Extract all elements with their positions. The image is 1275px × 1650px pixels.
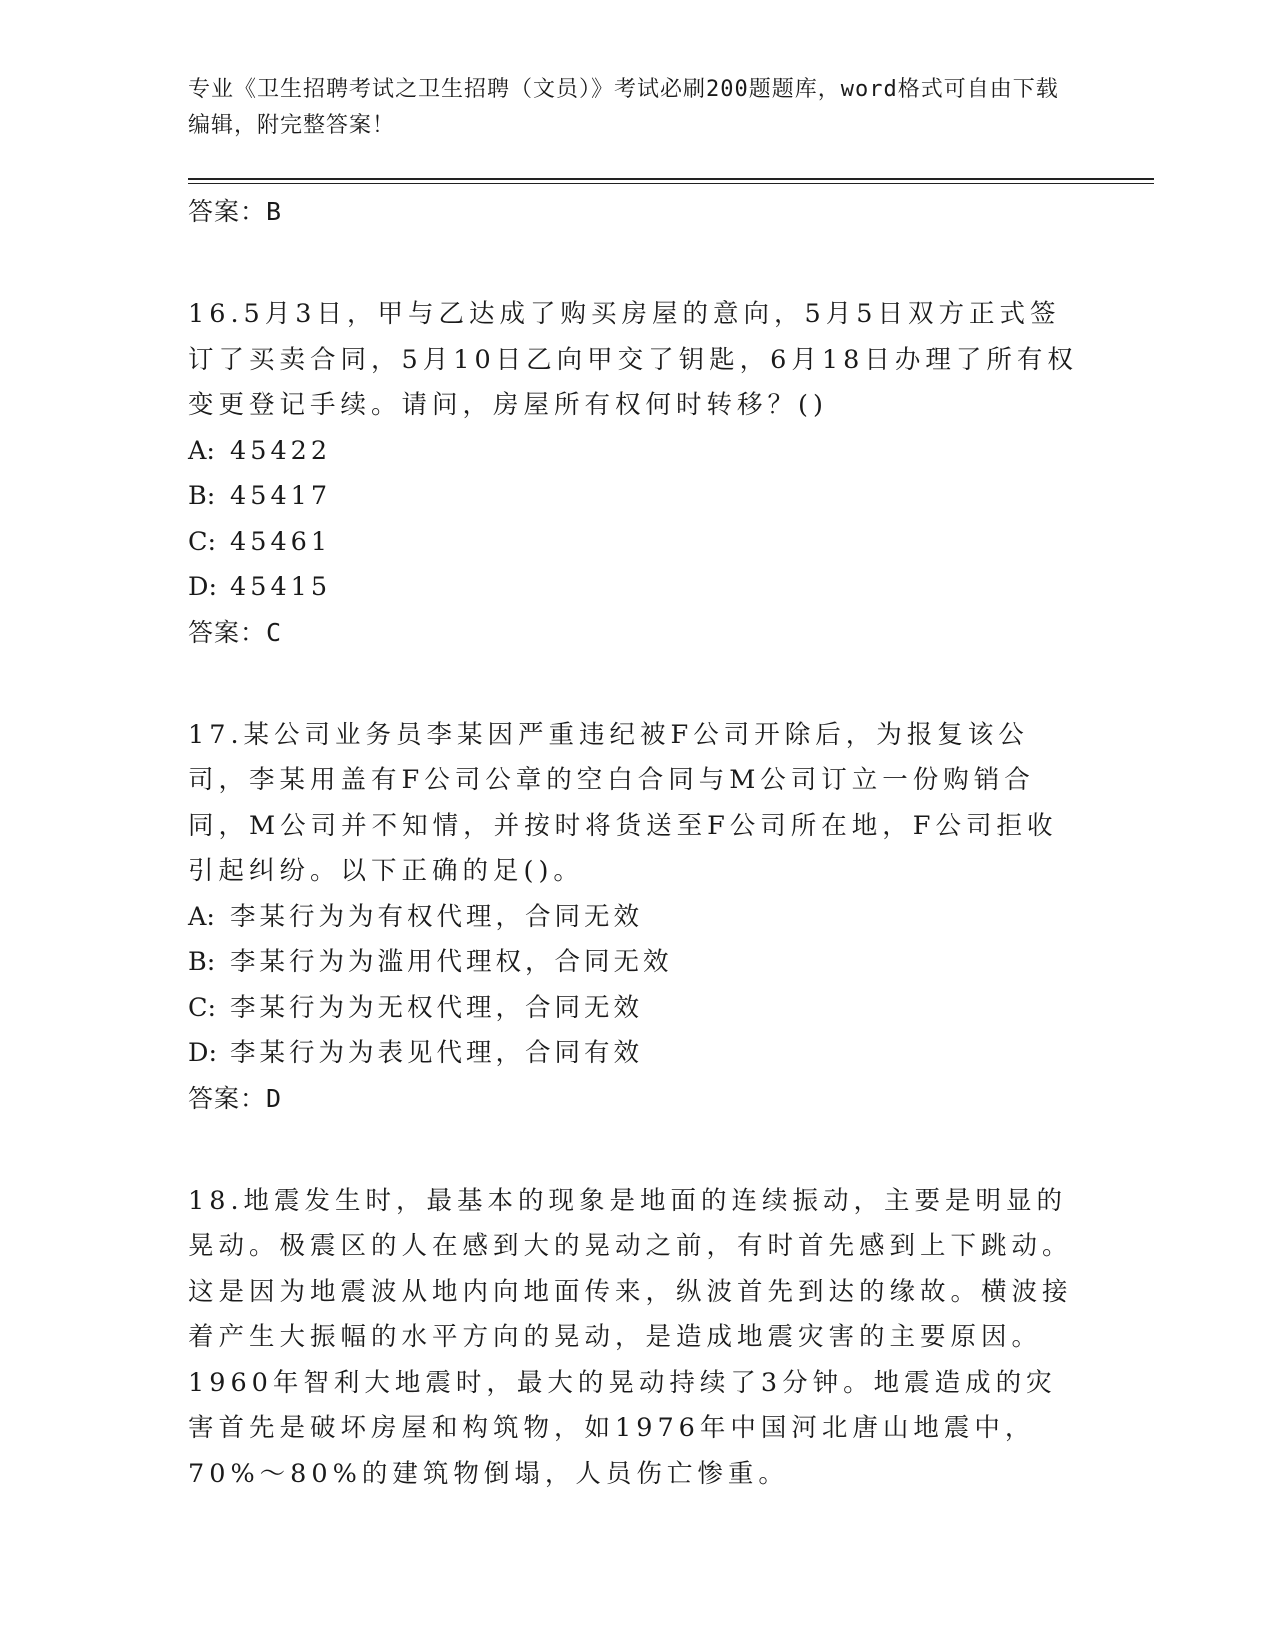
option-text: 45415 bbox=[230, 572, 332, 602]
option-c bbox=[188, 520, 1078, 566]
question-text: 18.地震发生时，最基本的现象是地面的连续振动，主要是明显的晃动。极震区的人在感到大的晃动之前，有时首先感到上下跳动。这是因为地震波从地内向地面传来，纵波首先到达的缘故。横波接着产生大振幅的水平方向的晃动，是造成地震灾害的主要原因。1960年智利大地震时，最大的晃动持续了3分钟。地震造成的灾害首先是破坏房屋和构筑物，如1976年中国河北唐山地震中，70%～80%的建筑物倒塌，人员伤亡惨重。 bbox=[188, 1185, 1073, 1489]
option-key: D: bbox=[188, 572, 218, 602]
option-d bbox=[188, 1031, 1078, 1077]
option-a bbox=[188, 429, 1078, 475]
header-divider bbox=[188, 178, 1154, 180]
option-key: C: bbox=[188, 992, 217, 1023]
question-text: 17.某公司业务员李某因严重违纪被F公司开除后，为报复该公司，李某用盖有F公司公章的空白合同与M公司订立一份购销合同，M公司并不知情，并按时将货送至F公司所在地，F公司拒收引起纠纷。以下正确的足()。 bbox=[188, 719, 1058, 886]
option-b bbox=[188, 940, 1078, 986]
answer-line: 答案：C bbox=[188, 617, 283, 647]
option-d bbox=[188, 565, 1078, 611]
document-header: 专业《卫生招聘考试之卫生招聘（文员）》考试必刷200题题库，word格式可自由下载编辑，附完整答案！ bbox=[188, 77, 1059, 138]
option-a bbox=[188, 895, 1078, 941]
document-body bbox=[188, 190, 1078, 1497]
question-block bbox=[188, 1179, 1078, 1498]
spacer bbox=[188, 234, 1078, 292]
option-text: 李某行为为滥用代理权，合同无效 bbox=[230, 947, 673, 977]
option-text: 45417 bbox=[230, 481, 332, 511]
option-key: C: bbox=[188, 526, 217, 557]
question-block bbox=[188, 292, 1078, 655]
answer-line: 答案：D bbox=[188, 1083, 283, 1113]
option-c bbox=[188, 986, 1078, 1032]
spacer bbox=[188, 1121, 1078, 1179]
option-b bbox=[188, 474, 1078, 520]
spacer bbox=[188, 655, 1078, 713]
option-key: B: bbox=[188, 947, 216, 977]
question-block bbox=[188, 713, 1078, 1121]
option-key: A: bbox=[188, 435, 216, 466]
header-divider-thin bbox=[188, 183, 1154, 184]
option-text: 李某行为为无权代理，合同无效 bbox=[230, 992, 644, 1023]
option-text: 李某行为为有权代理，合同无效 bbox=[230, 901, 644, 932]
option-text: 45461 bbox=[230, 526, 332, 557]
option-key: B: bbox=[188, 481, 216, 511]
option-text: 45422 bbox=[230, 435, 332, 466]
question-text: 16.5月3日，甲与乙达成了购买房屋的意向，5月5日双方正式签订了买卖合同，5月10日乙向甲交了钥匙，6月18日办理了所有权变更登记手续。请问，房屋所有权何时转移？() bbox=[188, 299, 1078, 420]
option-key: D: bbox=[188, 1038, 218, 1068]
option-text: 李某行为为表见代理，合同有效 bbox=[230, 1038, 644, 1068]
answer-line: 答案：B bbox=[188, 197, 283, 226]
option-key: A: bbox=[188, 901, 216, 932]
